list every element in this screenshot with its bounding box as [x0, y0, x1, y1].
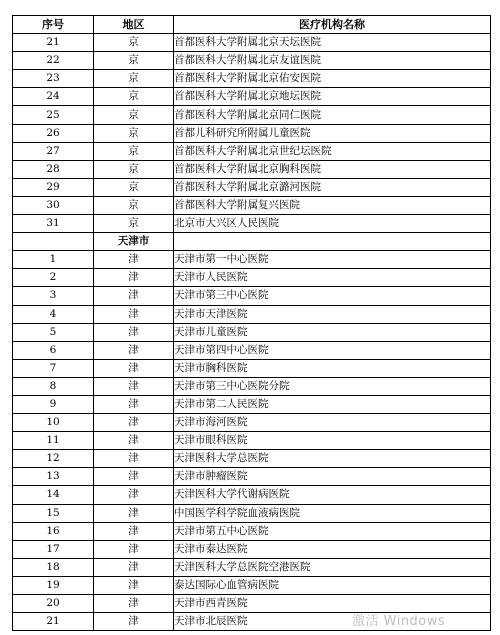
table-row — [13, 106, 491, 124]
table-row — [13, 341, 491, 359]
row-region: 津 — [94, 341, 174, 359]
row-hospital-name: 天津市儿童医院 — [174, 323, 491, 341]
row-hospital-name: 天津市第二人民医院 — [174, 395, 491, 413]
windows-activation-watermark: 激活 Windows — [352, 614, 446, 629]
row-number: 24 — [13, 88, 94, 106]
table-row — [13, 215, 491, 233]
table-row — [13, 70, 491, 88]
row-region: 京 — [94, 142, 174, 160]
table-row — [13, 251, 491, 269]
row-region: 津 — [94, 287, 174, 305]
row-region: 京 — [94, 52, 174, 70]
row-region: 京 — [94, 88, 174, 106]
table-row — [13, 305, 491, 323]
table-row — [13, 395, 491, 413]
table-row — [13, 88, 491, 106]
table-row — [13, 576, 491, 594]
row-region: 京 — [94, 124, 174, 142]
row-hospital-name: 首都儿科研究所附属儿童医院 — [174, 124, 491, 142]
row-region: 津 — [94, 269, 174, 287]
row-region: 津 — [94, 486, 174, 504]
row-region: 津 — [94, 595, 174, 613]
row-hospital-name: 天津市天津医院 — [174, 305, 491, 323]
row-region: 京 — [94, 160, 174, 178]
hospital-table — [12, 15, 491, 631]
row-hospital-name: 天津市西青医院 — [174, 595, 491, 613]
row-region: 津 — [94, 540, 174, 558]
row-hospital-name: 首都医科大学附属北京天坛医院 — [174, 34, 491, 52]
table-row — [13, 468, 491, 486]
row-number: 23 — [13, 70, 94, 88]
table-row — [13, 377, 491, 395]
beijing-rows — [13, 34, 491, 233]
row-number: 29 — [13, 178, 94, 196]
row-hospital-name: 首都医科大学附属复兴医院 — [174, 196, 491, 214]
row-number: 19 — [13, 576, 94, 594]
row-region: 津 — [94, 414, 174, 432]
table-row — [13, 486, 491, 504]
row-region: 京 — [94, 215, 174, 233]
table-row — [13, 178, 491, 196]
row-number: 10 — [13, 414, 94, 432]
row-region: 京 — [94, 106, 174, 124]
row-number: 1 — [13, 251, 94, 269]
row-hospital-name: 天津市肿瘤医院 — [174, 468, 491, 486]
section-no-cell — [13, 233, 94, 251]
row-region: 津 — [94, 395, 174, 413]
row-hospital-name: 首都医科大学附属北京潞河医院 — [174, 178, 491, 196]
row-number: 11 — [13, 432, 94, 450]
table-row — [13, 432, 491, 450]
table-row — [13, 414, 491, 432]
table-header — [13, 16, 491, 34]
table-row — [13, 522, 491, 540]
row-number: 17 — [13, 540, 94, 558]
table-row — [13, 323, 491, 341]
row-hospital-name: 泰达国际心血管病医院 — [174, 576, 491, 594]
row-hospital-name: 中国医学科学院血液病医院 — [174, 504, 491, 522]
table-row — [13, 160, 491, 178]
row-number: 28 — [13, 160, 94, 178]
row-hospital-name: 天津市第一中心医院 — [174, 251, 491, 269]
row-number: 30 — [13, 196, 94, 214]
row-hospital-name: 首都医科大学附属北京胸科医院 — [174, 160, 491, 178]
row-number: 25 — [13, 106, 94, 124]
row-hospital-name: 天津市第三中心医院分院 — [174, 377, 491, 395]
row-region: 津 — [94, 468, 174, 486]
row-region: 津 — [94, 613, 174, 631]
row-region: 津 — [94, 323, 174, 341]
table-row — [13, 196, 491, 214]
row-number: 15 — [13, 504, 94, 522]
row-hospital-name: 首都医科大学附属北京友谊医院 — [174, 52, 491, 70]
row-hospital-name: 首都医科大学附属北京世纪坛医院 — [174, 142, 491, 160]
row-number: 31 — [13, 215, 94, 233]
tianjin-section — [13, 233, 491, 251]
row-number: 6 — [13, 341, 94, 359]
row-region: 津 — [94, 432, 174, 450]
row-hospital-name: 天津医科大学总医院空港医院 — [174, 558, 491, 576]
row-number: 9 — [13, 395, 94, 413]
row-hospital-name: 天津市胸科医院 — [174, 359, 491, 377]
table-row — [13, 450, 491, 468]
table-row — [13, 34, 491, 52]
section-row — [13, 233, 491, 251]
row-hospital-name: 首都医科大学附属北京地坛医院 — [174, 88, 491, 106]
row-hospital-name: 天津市人民医院 — [174, 269, 491, 287]
row-number: 8 — [13, 377, 94, 395]
row-region: 津 — [94, 377, 174, 395]
table-row — [13, 142, 491, 160]
header-no: 序号 — [13, 16, 94, 34]
row-hospital-name: 首都医科大学附属北京同仁医院 — [174, 106, 491, 124]
row-number: 4 — [13, 305, 94, 323]
table-row — [13, 540, 491, 558]
row-hospital-name: 天津市眼科医院 — [174, 432, 491, 450]
row-number: 20 — [13, 595, 94, 613]
row-number: 21 — [13, 613, 94, 631]
row-hospital-name: 天津市北辰医院 — [174, 613, 491, 631]
row-region: 津 — [94, 450, 174, 468]
row-hospital-name: 天津市泰达医院 — [174, 540, 491, 558]
row-hospital-name: 天津市第五中心医院 — [174, 522, 491, 540]
row-number: 7 — [13, 359, 94, 377]
row-region: 津 — [94, 558, 174, 576]
row-hospital-name: 首都医科大学附属北京佑安医院 — [174, 70, 491, 88]
row-region: 京 — [94, 178, 174, 196]
row-region: 津 — [94, 305, 174, 323]
row-number: 27 — [13, 142, 94, 160]
row-hospital-name: 北京市大兴区人民医院 — [174, 215, 491, 233]
section-title: 天津市 — [94, 233, 174, 251]
row-region: 京 — [94, 196, 174, 214]
row-hospital-name: 天津医科大学总医院 — [174, 450, 491, 468]
row-number: 12 — [13, 450, 94, 468]
row-number: 21 — [13, 34, 94, 52]
row-number: 18 — [13, 558, 94, 576]
table-row — [13, 558, 491, 576]
header-row — [13, 16, 491, 34]
table-row — [13, 269, 491, 287]
row-region: 京 — [94, 70, 174, 88]
row-number: 26 — [13, 124, 94, 142]
row-number: 2 — [13, 269, 94, 287]
row-hospital-name: 天津市第四中心医院 — [174, 341, 491, 359]
row-number: 5 — [13, 323, 94, 341]
table-row — [13, 124, 491, 142]
row-region: 津 — [94, 504, 174, 522]
row-number: 13 — [13, 468, 94, 486]
row-number: 22 — [13, 52, 94, 70]
row-hospital-name: 天津医科大学代谢病医院 — [174, 486, 491, 504]
row-hospital-name: 天津市海河医院 — [174, 414, 491, 432]
row-number: 3 — [13, 287, 94, 305]
table-row — [13, 287, 491, 305]
row-region: 津 — [94, 522, 174, 540]
row-number: 14 — [13, 486, 94, 504]
tianjin-rows — [13, 251, 491, 631]
row-region: 京 — [94, 34, 174, 52]
table-row — [13, 504, 491, 522]
row-number: 16 — [13, 522, 94, 540]
row-hospital-name: 天津市第三中心医院 — [174, 287, 491, 305]
header-region: 地区 — [94, 16, 174, 34]
header-name: 医疗机构名称 — [174, 16, 491, 34]
row-region: 津 — [94, 251, 174, 269]
table-row — [13, 52, 491, 70]
section-name-cell — [174, 233, 491, 251]
row-region: 津 — [94, 576, 174, 594]
table-row — [13, 359, 491, 377]
row-region: 津 — [94, 359, 174, 377]
